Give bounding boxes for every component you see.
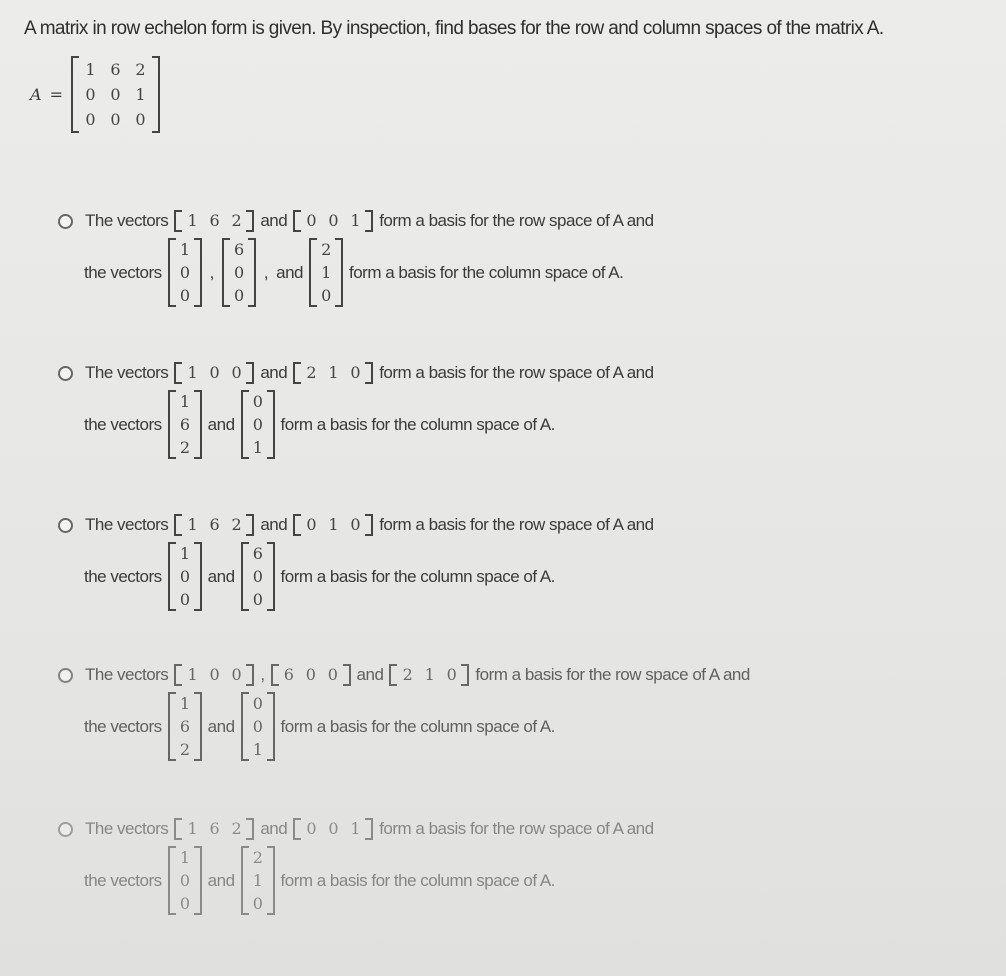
and-text: and: [356, 665, 384, 684]
option-column-line: [84, 692, 750, 761]
row-space-text: form a basis for the row space of A and: [475, 665, 750, 684]
vector-entry: 1: [328, 363, 339, 382]
vector-entry: 0: [252, 894, 263, 913]
option-column-line: [84, 390, 654, 459]
option-lead-text: The vectors: [85, 211, 169, 230]
vector-entry: 0: [321, 286, 331, 305]
row-vector: [174, 818, 254, 840]
vector-entry: 0: [328, 211, 339, 230]
vector-entry: 6: [283, 665, 294, 684]
vector-entry: 0: [350, 363, 361, 382]
comma-text: ,: [263, 262, 269, 282]
matrix-cell: 0: [85, 110, 96, 129]
column-vector: [309, 238, 343, 307]
row-vector: [174, 210, 254, 232]
radio-button[interactable]: [58, 822, 73, 837]
answer-option-1[interactable]: [58, 210, 654, 307]
vector-entry: 0: [350, 515, 361, 534]
vector-entry: 6: [209, 819, 220, 838]
option-row-line: [58, 514, 654, 536]
vector-entry: 2: [231, 515, 242, 534]
and-text: and: [260, 515, 288, 534]
answer-option-4[interactable]: [58, 664, 750, 761]
option-lead-text: the vectors: [84, 414, 162, 434]
comma-text: ,: [260, 665, 265, 684]
column-vector: [241, 542, 275, 611]
and-text: and: [207, 566, 235, 586]
column-space-text: form a basis for the column space of A.: [349, 262, 624, 282]
radio-button[interactable]: [58, 366, 73, 381]
vector-entry: 0: [179, 871, 190, 890]
vector-entry: 1: [179, 848, 190, 867]
vector-entry: 1: [252, 871, 263, 890]
vector-entry: 1: [328, 515, 339, 534]
matrix-cell: 1: [85, 60, 96, 79]
radio-button[interactable]: [58, 214, 73, 229]
column-vector: [168, 846, 202, 915]
vector-entry: 0: [252, 694, 263, 713]
matrix-cell: 0: [110, 85, 121, 104]
answer-option-2[interactable]: [58, 362, 654, 459]
row-space-text: form a basis for the row space of A and: [379, 515, 654, 534]
matrix-cell: 2: [135, 60, 146, 79]
matrix-cell: 0: [85, 85, 96, 104]
row-space-text: form a basis for the row space of A and: [379, 819, 654, 838]
row-vector: [174, 514, 254, 536]
vector-entry: 0: [234, 263, 244, 282]
row-vector: [293, 210, 373, 232]
row-vector: [293, 514, 373, 536]
row-space-text: form a basis for the row space of A and: [379, 363, 654, 382]
vector-entry: 6: [209, 211, 220, 230]
option-column-line: [84, 542, 654, 611]
vector-entry: 1: [350, 819, 361, 838]
vector-entry: 0: [305, 665, 316, 684]
and-text: and: [260, 211, 288, 230]
radio-button[interactable]: [58, 518, 73, 533]
vector-entry: 2: [321, 240, 331, 259]
radio-button[interactable]: [58, 668, 73, 683]
and-text: and: [207, 870, 235, 890]
vector-entry: 2: [252, 848, 263, 867]
vector-entry: 0: [252, 415, 263, 434]
option-lead-text: The vectors: [85, 665, 169, 684]
vector-entry: 2: [231, 211, 242, 230]
vector-entry: 1: [179, 240, 190, 259]
vector-entry: 1: [179, 392, 190, 411]
column-space-text: form a basis for the column space of A.: [280, 414, 555, 434]
vector-entry: 1: [187, 363, 198, 382]
vector-entry: 6: [179, 717, 190, 736]
vector-entry: 0: [179, 263, 190, 282]
vector-entry: 6: [209, 515, 220, 534]
vector-entry: 2: [179, 740, 190, 759]
vector-entry: 1: [424, 665, 435, 684]
vector-entry: 0: [234, 286, 244, 305]
matrix-name: A: [30, 85, 42, 104]
and-text: and: [207, 716, 235, 736]
vector-entry: 0: [231, 363, 242, 382]
row-vector: [293, 818, 373, 840]
vector-entry: 0: [209, 363, 220, 382]
vector-entry: 1: [187, 515, 198, 534]
row-vector: [174, 362, 254, 384]
option-lead-text: the vectors: [84, 716, 162, 736]
option-column-line: [84, 238, 654, 307]
column-vector: [168, 390, 202, 459]
column-vector: [241, 390, 275, 459]
vector-entry: 2: [306, 363, 317, 382]
vector-entry: 2: [231, 819, 242, 838]
matrix-cell: 0: [110, 110, 121, 129]
option-lead-text: the vectors: [84, 262, 162, 282]
vector-entry: 0: [446, 665, 457, 684]
row-vector: [271, 664, 351, 686]
question-text: A matrix in row echelon form is given. By inspection, find bases for the row and column spaces of the matrix A.: [24, 18, 884, 39]
vector-entry: 0: [327, 665, 338, 684]
vector-entry: 6: [234, 240, 244, 259]
vector-entry: 0: [179, 286, 190, 305]
matrix-cell: 0: [135, 110, 146, 129]
answer-option-5[interactable]: [58, 818, 654, 915]
vector-entry: 0: [179, 894, 190, 913]
vector-entry: 0: [252, 590, 263, 609]
answer-option-3[interactable]: [58, 514, 654, 611]
option-lead-text: The vectors: [85, 819, 169, 838]
column-vector: [222, 238, 256, 307]
vector-entry: 0: [252, 717, 263, 736]
vector-entry: 0: [179, 590, 190, 609]
and-text: and: [207, 414, 235, 434]
option-row-line: [58, 362, 654, 384]
matrix-definition: [30, 56, 160, 133]
equals-sign: =: [49, 85, 63, 104]
row-vector: [293, 362, 373, 384]
option-lead-text: The vectors: [85, 363, 169, 382]
column-vector: [168, 238, 202, 307]
vector-entry: 0: [209, 665, 220, 684]
vector-entry: 1: [321, 263, 331, 282]
vector-entry: 1: [179, 544, 190, 563]
column-vector: [241, 846, 275, 915]
option-row-line: [58, 818, 654, 840]
and-text: and: [260, 819, 288, 838]
row-vector: [389, 664, 469, 686]
vector-entry: 0: [231, 665, 242, 684]
vector-entry: 1: [179, 694, 190, 713]
matrix-a: [71, 56, 160, 133]
vector-entry: 6: [252, 544, 263, 563]
row-vector: [174, 664, 254, 686]
vector-entry: 2: [179, 438, 190, 457]
vector-entry: 1: [350, 211, 361, 230]
column-vector: [241, 692, 275, 761]
vector-entry: 1: [187, 665, 198, 684]
option-lead-text: The vectors: [85, 515, 169, 534]
option-column-line: [84, 846, 654, 915]
vector-entry: 1: [187, 211, 198, 230]
vector-entry: 6: [179, 415, 190, 434]
and-text: and: [276, 262, 303, 282]
and-text: and: [260, 363, 288, 382]
vector-entry: 1: [252, 438, 263, 457]
vector-entry: 1: [252, 740, 263, 759]
row-space-text: form a basis for the row space of A and: [379, 211, 654, 230]
vector-entry: 0: [328, 819, 339, 838]
option-lead-text: the vectors: [84, 566, 162, 586]
vector-entry: 0: [306, 819, 317, 838]
vector-entry: 1: [187, 819, 198, 838]
column-space-text: form a basis for the column space of A.: [280, 716, 555, 736]
comma-text: ,: [209, 262, 214, 282]
column-vector: [168, 542, 202, 611]
vector-entry: 0: [306, 211, 317, 230]
vector-entry: 0: [306, 515, 317, 534]
option-lead-text: the vectors: [84, 870, 162, 890]
column-space-text: form a basis for the column space of A.: [280, 566, 555, 586]
column-space-text: form a basis for the column space of A.: [280, 870, 555, 890]
vector-entry: 0: [252, 392, 263, 411]
matrix-cell: 1: [135, 85, 146, 104]
vector-entry: 2: [402, 665, 413, 684]
option-row-line: [58, 210, 654, 232]
column-vector: [168, 692, 202, 761]
vector-entry: 0: [179, 567, 190, 586]
vector-entry: 0: [252, 567, 263, 586]
option-row-line: [58, 664, 750, 686]
matrix-cell: 6: [110, 60, 121, 79]
